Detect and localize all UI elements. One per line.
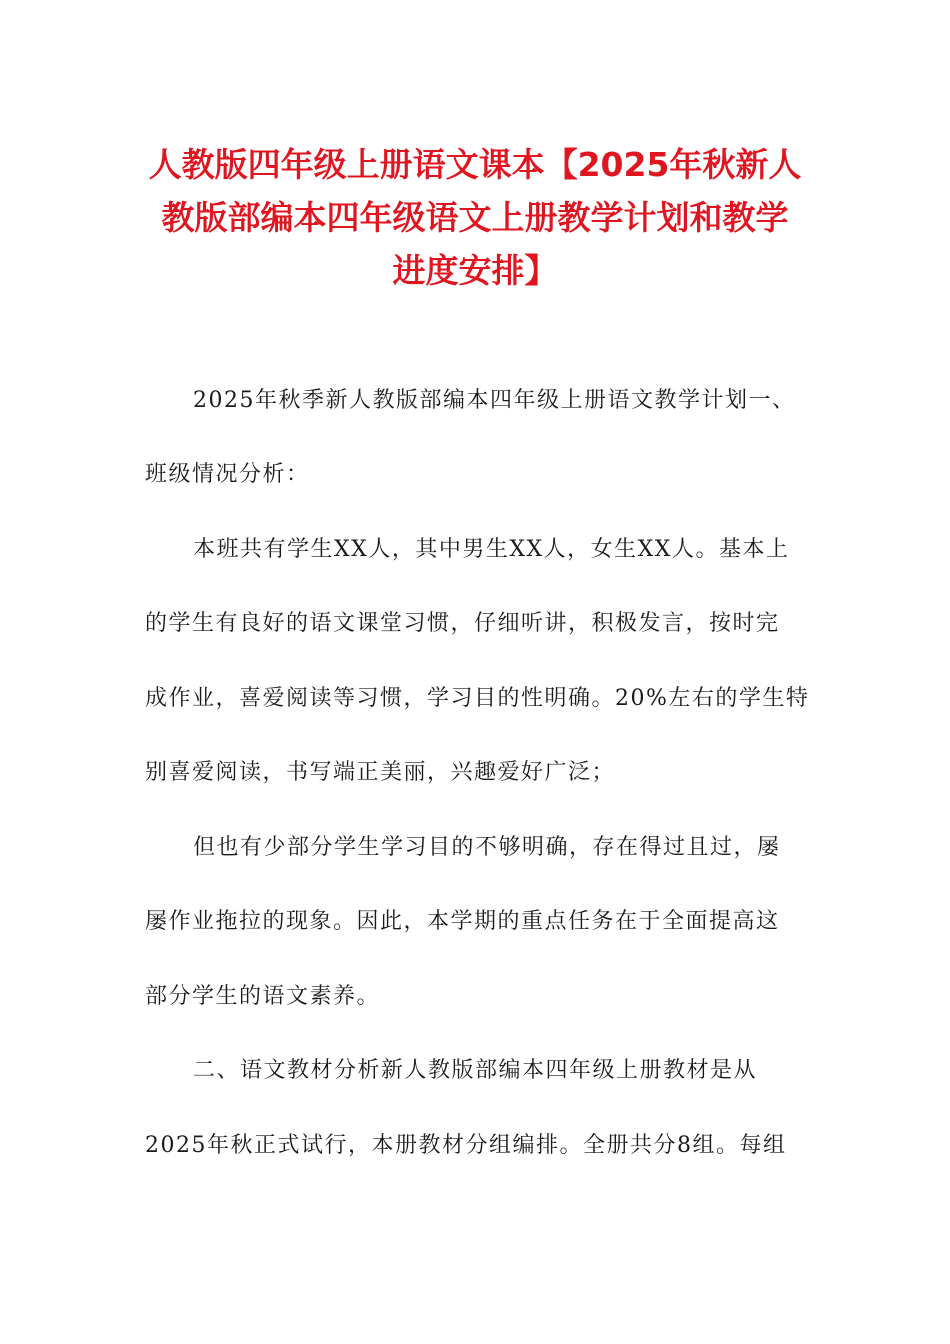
body-line-7: 但也有少部分学生学习目的不够明确，存在得过且过，屡 <box>193 835 781 860</box>
body-line-9: 部分学生的语文素养。 <box>145 984 381 1009</box>
body-line-10: 二、语文教材分析新人教版部编本四年级上册教材是从 <box>193 1058 758 1083</box>
document-title <box>120 138 830 297</box>
body-line-11: 2025年秋正式试行，本册教材分组编排。全册共分8组。每组 <box>145 1133 787 1158</box>
body-line-2: 班级情况分析： <box>145 462 310 487</box>
body-line-1: 2025年秋季新人教版部编本四年级上册语文教学计划一、 <box>193 388 796 413</box>
body-line-5: 成作业，喜爱阅读等习惯，学习目的性明确。20%左右的学生特 <box>145 686 810 711</box>
title-line-3: 进度安排】 <box>392 251 558 290</box>
body-line-6: 别喜爱阅读，书写端正美丽，兴趣爱好广泛； <box>145 760 616 785</box>
body-line-3: 本班共有学生XX人，其中男生XX人，女生XX人。基本上 <box>193 537 790 562</box>
body-line-4: 的学生有良好的语文课堂习惯，仔细听讲，积极发言，按时完 <box>145 611 780 636</box>
title-line-1: 人教版四年级上册语文课本【2025年秋新人 <box>148 145 802 184</box>
body-line-8: 屡作业拖拉的现象。因此，本学期的重点任务在于全面提高这 <box>145 909 780 934</box>
title-line-2: 教版部编本四年级语文上册教学计划和教学 <box>161 198 789 237</box>
